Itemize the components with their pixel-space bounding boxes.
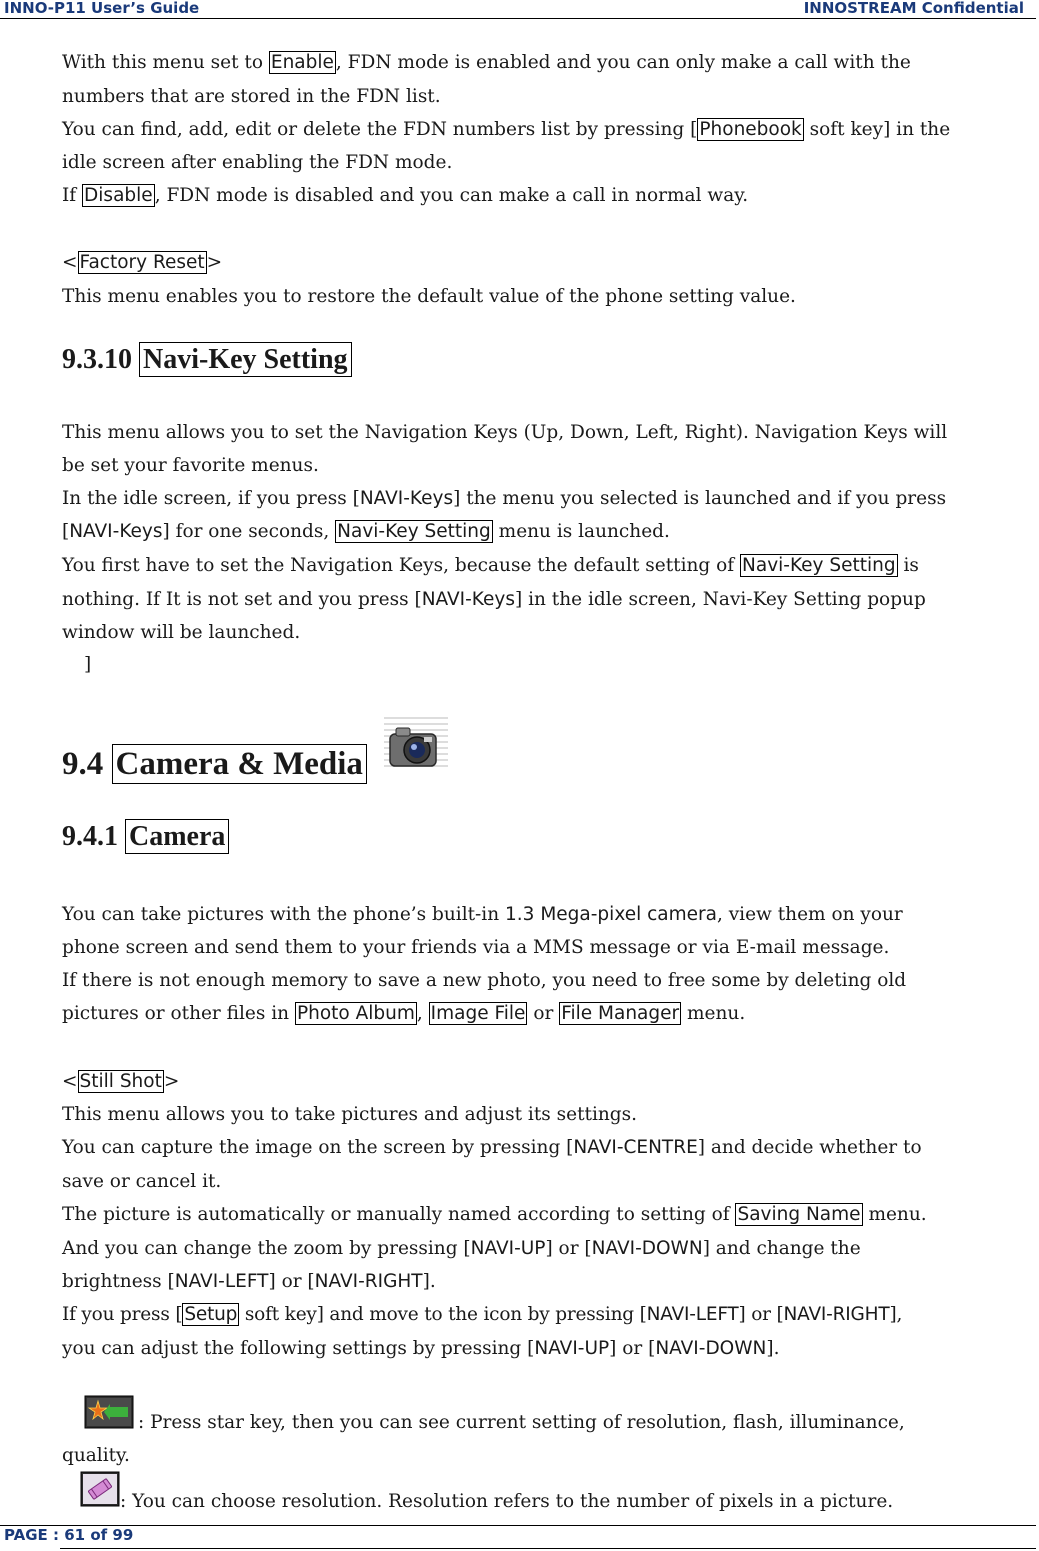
- key-term: NAVI-Keys: [359, 488, 454, 509]
- key-term: NAVI-UP: [470, 1238, 546, 1259]
- paragraph-line: quality.: [62, 1445, 130, 1466]
- menu-term-disable: Disable: [84, 185, 153, 206]
- resolution-icon: [80, 1471, 120, 1507]
- key-term: NAVI-DOWN: [655, 1338, 767, 1359]
- paragraph-line: : You can choose resolution. Resolution refers to the number of pixels in a picture.: [120, 1491, 894, 1512]
- menu-term-image-file: Image File: [430, 1003, 526, 1024]
- paragraph-line: phone screen and send them to your friends via a MMS message or via E-mail message.: [62, 937, 890, 958]
- key-term: NAVI-CENTRE: [573, 1137, 698, 1158]
- key-term: NAVI-Keys: [69, 521, 163, 542]
- star-setting-icon: [84, 1395, 134, 1429]
- menu-term-navi-key-setting: Navi-Key Setting: [742, 555, 896, 576]
- header-doc-title: INNO-P11 User’s Guide: [4, 0, 200, 17]
- paragraph-line: The picture is automatically or manually named according to setting of Saving Name menu.: [62, 1204, 927, 1225]
- page-footer: [0, 1523, 1036, 1551]
- paragraph-line: In the idle screen, if you press [NAVI-Keys] the menu you selected is launched and if you press: [62, 488, 947, 509]
- paragraph-line: be set your favorite menus.: [62, 455, 319, 476]
- section-title-box: Camera & Media: [112, 744, 367, 784]
- paragraph-line: You can take pictures with the phone’s built-in 1.3 Mega-pixel camera, view them on your: [62, 904, 903, 925]
- section-title-box: Camera: [125, 819, 229, 854]
- paragraph-line: You can capture the image on the screen by pressing [NAVI-CENTRE] and decide whether to: [62, 1137, 922, 1158]
- key-term: NAVI-DOWN: [591, 1238, 703, 1259]
- paragraph-line: This menu allows you to take pictures and adjust its settings.: [62, 1104, 638, 1125]
- paragraph-line: You first have to set the Navigation Keys, because the default setting of Navi-Key Setting is: [62, 555, 919, 576]
- section-title-box: Navi-Key Setting: [139, 342, 352, 377]
- key-term: NAVI-UP: [534, 1338, 610, 1359]
- paragraph-line: You can find, add, edit or delete the FDN numbers list by pressing [ Phonebook soft key] in the: [62, 119, 951, 140]
- footer-rule: [0, 1525, 1036, 1526]
- paragraph-line: save or cancel it.: [62, 1171, 222, 1192]
- footer-rule: [60, 1548, 1036, 1549]
- camera-spec-term: 1.3 Mega-pixel camera: [505, 904, 717, 925]
- paragraph-line: idle screen after enabling the FDN mode.: [62, 152, 453, 173]
- menu-term-navi-key-setting: Navi-Key Setting: [337, 521, 491, 542]
- menu-term-saving-name: Saving Name: [737, 1204, 861, 1225]
- menu-term-enable: Enable: [270, 52, 334, 73]
- still-shot-heading: < Still Shot >: [62, 1071, 180, 1092]
- key-term: NAVI-LEFT: [174, 1271, 269, 1292]
- section-heading-camera-media: 9.4 Camera & Media: [62, 746, 367, 783]
- paragraph-line: nothing. If It is not set and you press [NAVI-Keys] in the idle screen, Navi-Key Setting popup: [62, 589, 926, 610]
- paragraph-line: ]: [84, 654, 92, 675]
- paragraph-line: If Disable , FDN mode is disabled and you can make a call in normal way.: [62, 185, 749, 206]
- menu-term-photo-album: Photo Album: [296, 1003, 415, 1024]
- paragraph-line: : Press star key, then you can see current setting of resolution, flash, illuminance,: [138, 1412, 905, 1433]
- paragraph-line: numbers that are stored in the FDN list.: [62, 86, 441, 107]
- menu-term-still-shot: Still Shot: [79, 1071, 162, 1092]
- camera-icon: [384, 714, 448, 776]
- key-term: NAVI-RIGHT: [314, 1271, 423, 1292]
- section-heading-camera: 9.4.1 Camera: [62, 821, 229, 853]
- paragraph-line: [NAVI-Keys] for one seconds, Navi-Key Setting menu is launched.: [62, 521, 670, 542]
- factory-reset-heading: < Factory Reset >: [62, 252, 223, 273]
- section-heading-navi-key: 9.3.10 Navi-Key Setting: [62, 344, 352, 376]
- key-term: NAVI-RIGHT: [783, 1304, 890, 1325]
- key-term: NAVI-Keys: [421, 589, 515, 610]
- menu-term-phonebook: Phonebook: [699, 119, 802, 140]
- paragraph-line: This menu allows you to set the Navigation Keys (Up, Down, Left, Right). Navigation Keys will: [62, 422, 948, 443]
- paragraph-line: If there is not enough memory to save a new photo, you need to free some by deleting old: [62, 970, 907, 991]
- key-term: NAVI-LEFT: [646, 1304, 739, 1325]
- paragraph-line: And you can change the zoom by pressing [NAVI-UP] or [NAVI-DOWN] and change the: [62, 1238, 861, 1259]
- paragraph-line: This menu enables you to restore the default value of the phone setting value.: [62, 286, 796, 307]
- page-number: PAGE : 61 of 99: [4, 1526, 134, 1544]
- paragraph-line: If you press [ Setup soft key] and move to the icon by pressing [NAVI-LEFT] or [NAVI-RIGHT],: [62, 1304, 903, 1325]
- menu-term-setup: Setup: [184, 1304, 238, 1325]
- paragraph-line: you can adjust the following settings by pressing [NAVI-UP] or [NAVI-DOWN].: [62, 1338, 780, 1359]
- paragraph-line: window will be launched.: [62, 622, 301, 643]
- paragraph-line: pictures or other files in Photo Album , Image File or File Manager menu.: [62, 1003, 746, 1024]
- paragraph-line: With this menu set to Enable , FDN mode is enabled and you can only make a call with the: [62, 52, 911, 73]
- page-header: [0, 0, 1036, 19]
- menu-term-file-manager: File Manager: [561, 1003, 680, 1024]
- menu-term-factory-reset: Factory Reset: [79, 252, 205, 273]
- header-confidential: INNOSTREAM Confidential: [803, 0, 1024, 17]
- paragraph-line: brightness [NAVI-LEFT] or [NAVI-RIGHT].: [62, 1271, 436, 1292]
